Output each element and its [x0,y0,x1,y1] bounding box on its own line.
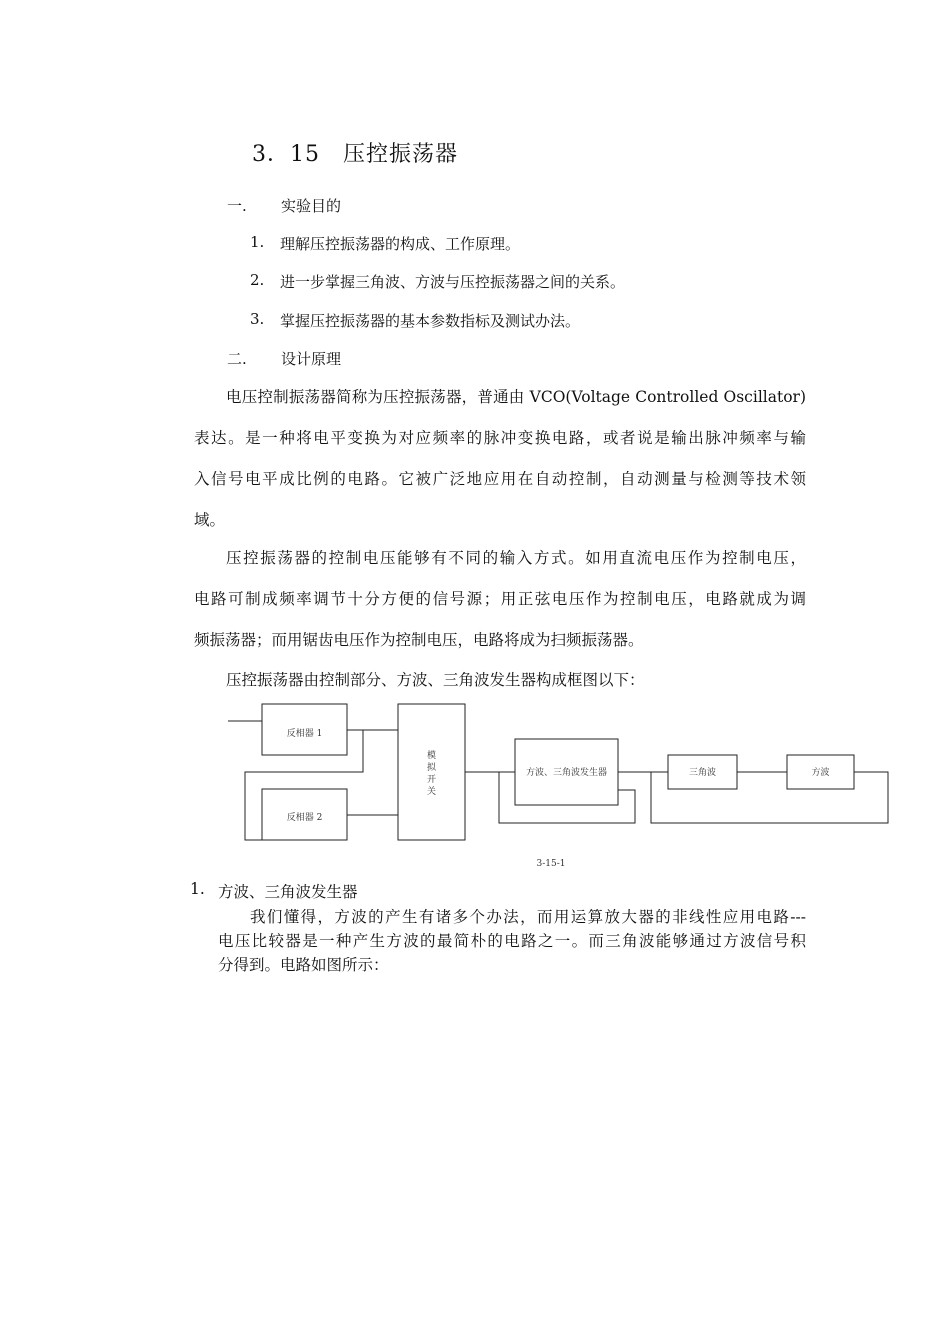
paragraph-line: 电路可制成频率调节十分方便的信号源；用正弦电压作为控制电压，电路就成为调 [194,590,806,608]
section-number: 二. [227,350,247,368]
analog-switch-char: 模 [426,751,437,761]
control-voltage-paragraph [194,538,806,661]
paragraph-line: 频振荡器；而用锯齿电压作为控制电压，电路将成为扫频振荡器。 [194,631,644,649]
section-label: 设计原理 [281,350,342,368]
subsection-heading [190,880,490,902]
item-number: 2. [250,271,265,289]
paragraph-line: 入信号电平成比例的电路。它被广泛地应用在自动控制，自动测量与检测等技术领 [194,470,806,488]
subsection-number: 1. [190,880,205,898]
generator-label: 方波、三角波发生器 [525,768,608,778]
analog-switch-char: 拟 [426,763,437,773]
paragraph-line: 域。 [194,511,226,529]
section-heading-objectives [227,195,527,217]
subsection-label: 方波、三角波发生器 [218,883,358,901]
section-heading-principle [227,348,527,370]
paragraph-line: 分得到。电路如图所示： [218,956,389,974]
item-number: 3. [250,310,265,328]
paragraph-line: 压控振荡器的控制电压能够有不同的输入方式。如用直流电压作为控制电压， [226,549,806,567]
analog-switch-char: 开 [426,775,437,785]
triangle-wave-label: 三角波 [688,768,717,778]
analog-switch-char: 关 [426,787,437,797]
paragraph-line: 电压比较器是一种产生方波的最简朴的电路之一。而三角波能够通过方波信号积 [218,932,806,950]
figure-caption: 3-15-1 [536,859,566,869]
section-label: 实验目的 [281,197,342,215]
item-text: 理解压控振荡器的构成、工作原理。 [280,235,521,253]
item-number: 1. [250,233,265,251]
paragraph-line: 表达。是一种将电平变换为对应频率的脉冲变换电路，或者说是输出脉冲频率与输 [194,429,806,447]
diagram-intro: 压控振荡器由控制部分、方波、三角波发生器构成框图以下： [226,671,645,689]
objective-item [250,310,810,332]
paragraph-line: 电压控制振荡器简称为压控振荡器，普通由 VCO(Voltage Controlled Oscillator) [226,388,806,406]
vco-definition-paragraph [194,377,806,541]
inverter-2-label: 反相器 2 [286,813,323,823]
paragraph-line: 我们懂得，方波的产生有诸多个办法，而用运算放大器的非线性应用电路--- [250,908,806,926]
vco-block-diagram [0,695,950,875]
inverter-1-label: 反相器 1 [286,729,323,739]
square-wave-label: 方波 [811,768,830,778]
generator-paragraph [218,905,806,977]
section-number: 一. [227,197,247,215]
item-text: 进一步掌握三角波、方波与压控振荡器之间的关系。 [280,273,626,291]
item-text: 掌握压控振荡器的基本参数指标及测试办法。 [280,312,581,330]
objective-item [250,233,810,255]
objective-item [250,271,810,293]
page-title: 3．15 压控振荡器 [252,142,458,167]
